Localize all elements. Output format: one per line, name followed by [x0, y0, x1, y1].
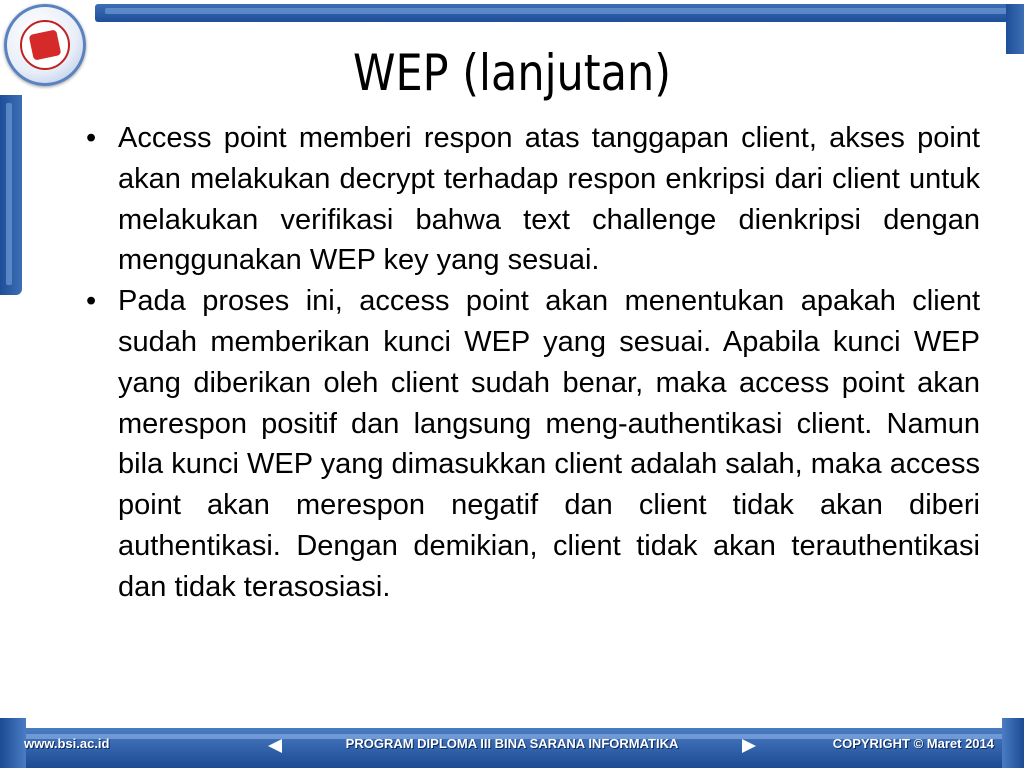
- bullet-item: • Pada proses ini, access point akan menentukan apakah client sudah memberikan kunci WEP yang sesuai. Apabila kunci WEP yang diberikan oleh client sudah benar, maka access point akan merespon positif dan langsung meng-authentikasi client. Namun bila kunci WEP yang dimasukkan client adalah salah, maka access point akan merespon negatif dan client tidak akan diberi authentikasi. Dengan demikian, client tidak akan terauthentikasi dan tidak terasosiasi.: [86, 281, 980, 607]
- footer-program: PROGRAM DIPLOMA III BINA SARANA INFORMATIKA: [345, 736, 679, 751]
- footer-url: www.bsi.ac.id: [24, 736, 110, 751]
- bullet-item: • Access point memberi respon atas tanggapan client, akses point akan melakukan decrypt terhadap respon enkripsi dari client untuk melakukan verifikasi bahwa text challenge dienkripsi dengan menggunakan WEP key yang sesuai.: [86, 118, 980, 281]
- slide-title: WEP (lanjutan): [352, 44, 672, 102]
- footer-copyright: COPYRIGHT © Maret 2014: [832, 736, 994, 751]
- right-frame-bar: [1006, 4, 1024, 54]
- top-frame-bar: [95, 4, 1024, 22]
- logo-mark: [29, 29, 62, 60]
- slide-content: [86, 118, 980, 608]
- logo-emblem: [20, 20, 70, 70]
- footer: [0, 718, 1024, 768]
- left-frame-bar: [0, 95, 22, 295]
